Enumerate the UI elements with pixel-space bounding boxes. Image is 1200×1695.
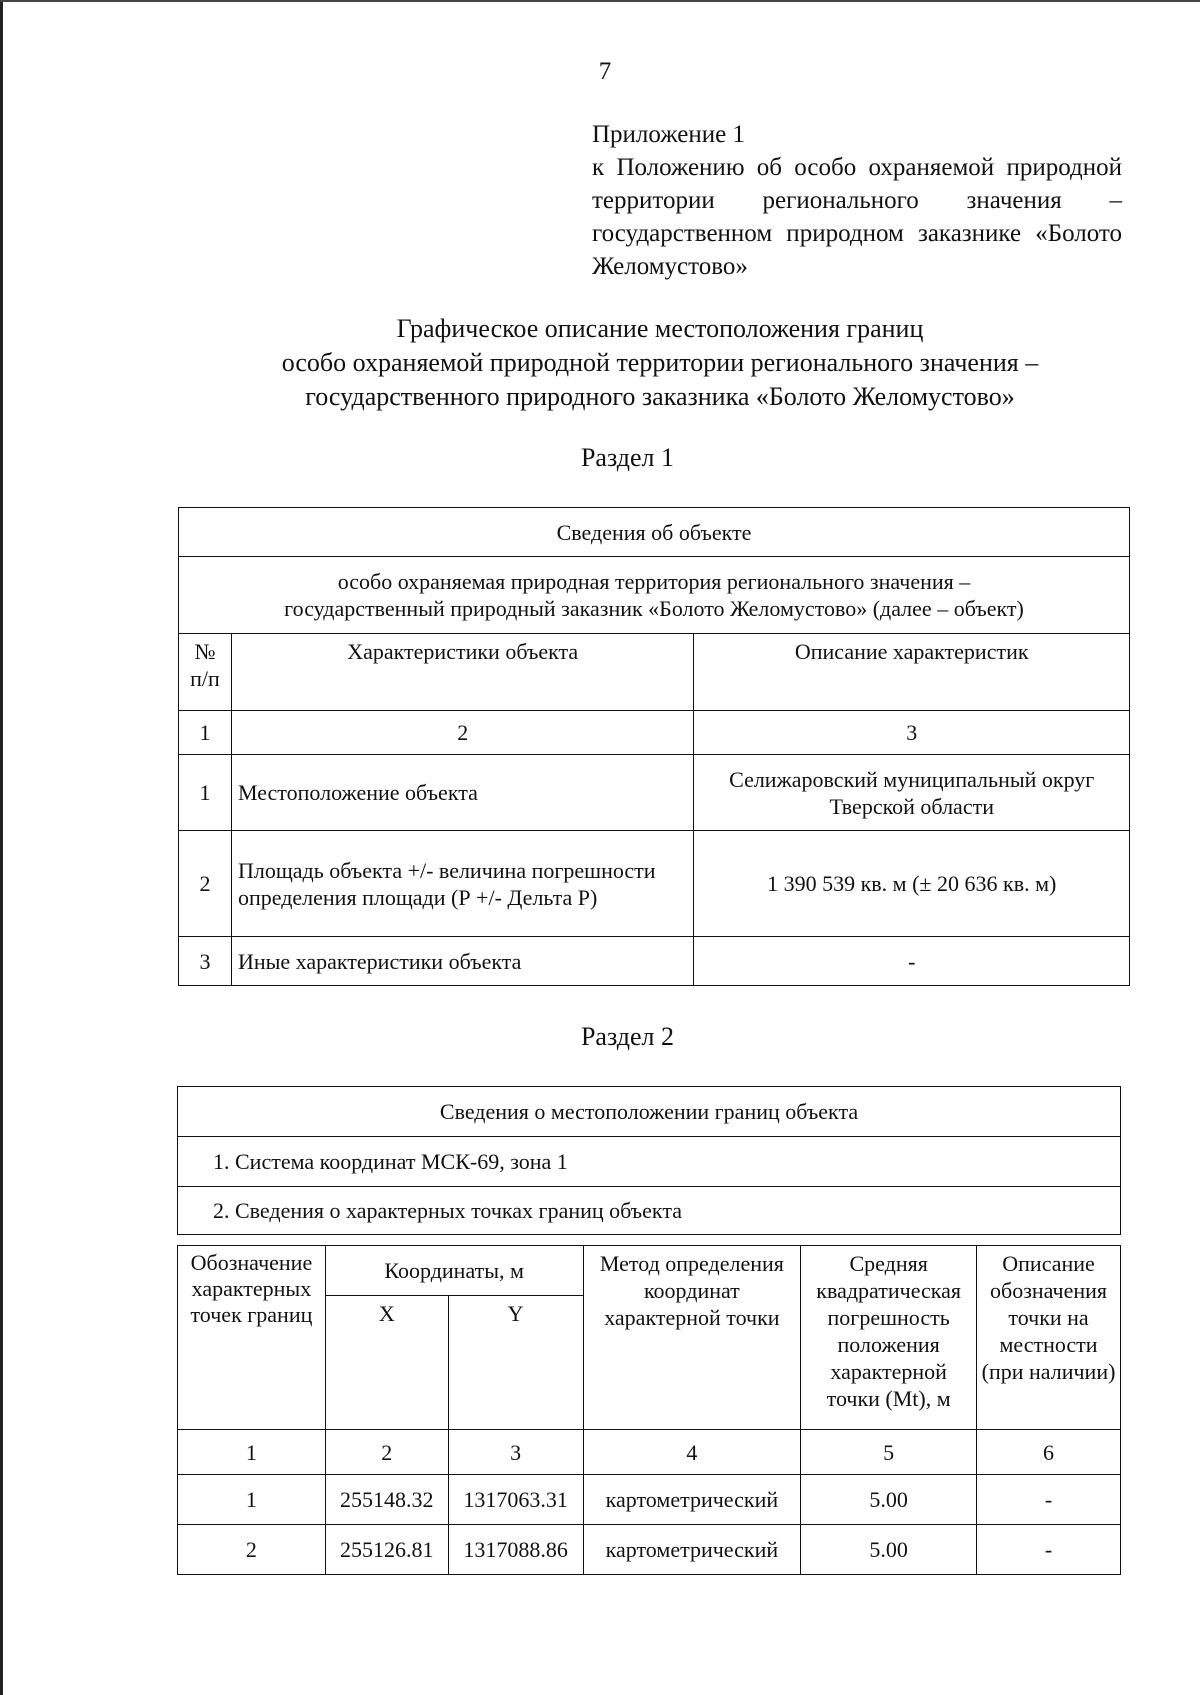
column-header-characteristics: Характеристики объекта: [231, 634, 694, 711]
table-row: [178, 1525, 1121, 1575]
row-number: 1: [179, 755, 232, 831]
point-y: 1317088.86: [448, 1525, 583, 1575]
page-number: 7: [598, 58, 612, 85]
document-title: [170, 312, 1150, 414]
column-header-number: № п/п: [179, 634, 232, 711]
boundary-info-table: [177, 1086, 1121, 1235]
row-number: 3: [179, 937, 232, 986]
appendix-text: к Положению об особо охраняемой природной территории регионального значения – государственном природном заказнике «Болото Желомустово»: [592, 154, 1122, 280]
object-name-line-1: особо охраняемая природная территория регионального значения –: [337, 569, 971, 594]
column-header-description: Описание характеристик: [694, 634, 1130, 711]
section-1-title: Раздел 1: [580, 443, 675, 472]
point-id: 1: [178, 1475, 326, 1525]
column-header-y: Y: [448, 1296, 583, 1430]
table-header: Сведения об объекте: [179, 508, 1130, 557]
points-header: 2. Сведения о характерных точках границ объекта: [178, 1187, 1121, 1235]
column-header-designation: Обозначение характерных точек границ: [178, 1246, 326, 1430]
column-header-method: Метод определения координат характерной точки: [583, 1246, 801, 1430]
page-border-top: [0, 0, 1200, 2]
object-name-cell: [179, 557, 1130, 634]
column-header-coordinates: Координаты, м: [325, 1246, 583, 1296]
row-characteristic: Местоположение объекта: [231, 755, 694, 831]
point-x: 255126.81: [325, 1525, 448, 1575]
object-name-line-2: государственный природный заказник «Болото Желомустово» (далее – объект): [284, 596, 1024, 621]
point-y: 1317063.31: [448, 1475, 583, 1525]
point-description: -: [977, 1525, 1121, 1575]
point-description: -: [977, 1475, 1121, 1525]
row-characteristic: Площадь объекта +/- величина погрешности определения площади (Р +/- Дельта Р): [231, 831, 694, 937]
section-2-title: Раздел 2: [580, 1022, 675, 1051]
column-number-3: 3: [448, 1430, 583, 1475]
title-line-3: государственного природного заказника «Болото Желомустово»: [305, 382, 1015, 411]
point-error: 5.00: [801, 1525, 977, 1575]
boundary-table-header: Сведения о местоположении границ объекта: [178, 1087, 1121, 1137]
table-row: [179, 937, 1130, 986]
table-row: [179, 831, 1130, 937]
point-error: 5.00: [801, 1475, 977, 1525]
appendix-block: [592, 118, 1122, 283]
title-line-2: особо охраняемой природной территории регионального значения –: [281, 348, 1039, 377]
point-id: 2: [178, 1525, 326, 1575]
column-number-4: 4: [583, 1430, 801, 1475]
table-row: [179, 755, 1130, 831]
title-line-1: Графическое описание местоположения границ: [396, 314, 924, 343]
column-number-3: 3: [694, 711, 1130, 755]
column-header-x: X: [325, 1296, 448, 1430]
column-header-error: Средняя квадратическая погрешность положения характерной точки (Mt), м: [801, 1246, 977, 1430]
point-method: картометрический: [583, 1525, 801, 1575]
point-x: 255148.32: [325, 1475, 448, 1525]
row-description: 1 390 539 кв. м (± 20 636 кв. м): [694, 831, 1130, 937]
column-number-1: 1: [178, 1430, 326, 1475]
object-info-table: [178, 507, 1130, 986]
row-number: 2: [179, 831, 232, 937]
row-description: Селижаровский муниципальный округ Тверской области: [694, 755, 1130, 831]
row-description: -: [694, 937, 1130, 986]
boundary-points-table: [177, 1245, 1121, 1575]
point-method: картометрический: [583, 1475, 801, 1525]
column-header-point-description: Описание обозначения точки на местности (при наличии): [977, 1246, 1121, 1430]
table-row: [178, 1475, 1121, 1525]
column-number-2: 2: [231, 711, 694, 755]
row-characteristic: Иные характеристики объекта: [231, 937, 694, 986]
appendix-title: Приложение 1: [592, 121, 745, 148]
page-border-left: [0, 0, 3, 1695]
column-number-5: 5: [801, 1430, 977, 1475]
column-number-6: 6: [977, 1430, 1121, 1475]
column-number-2: 2: [325, 1430, 448, 1475]
column-number-1: 1: [179, 711, 232, 755]
coordinate-system: 1. Система координат МСК-69, зона 1: [178, 1137, 1121, 1187]
